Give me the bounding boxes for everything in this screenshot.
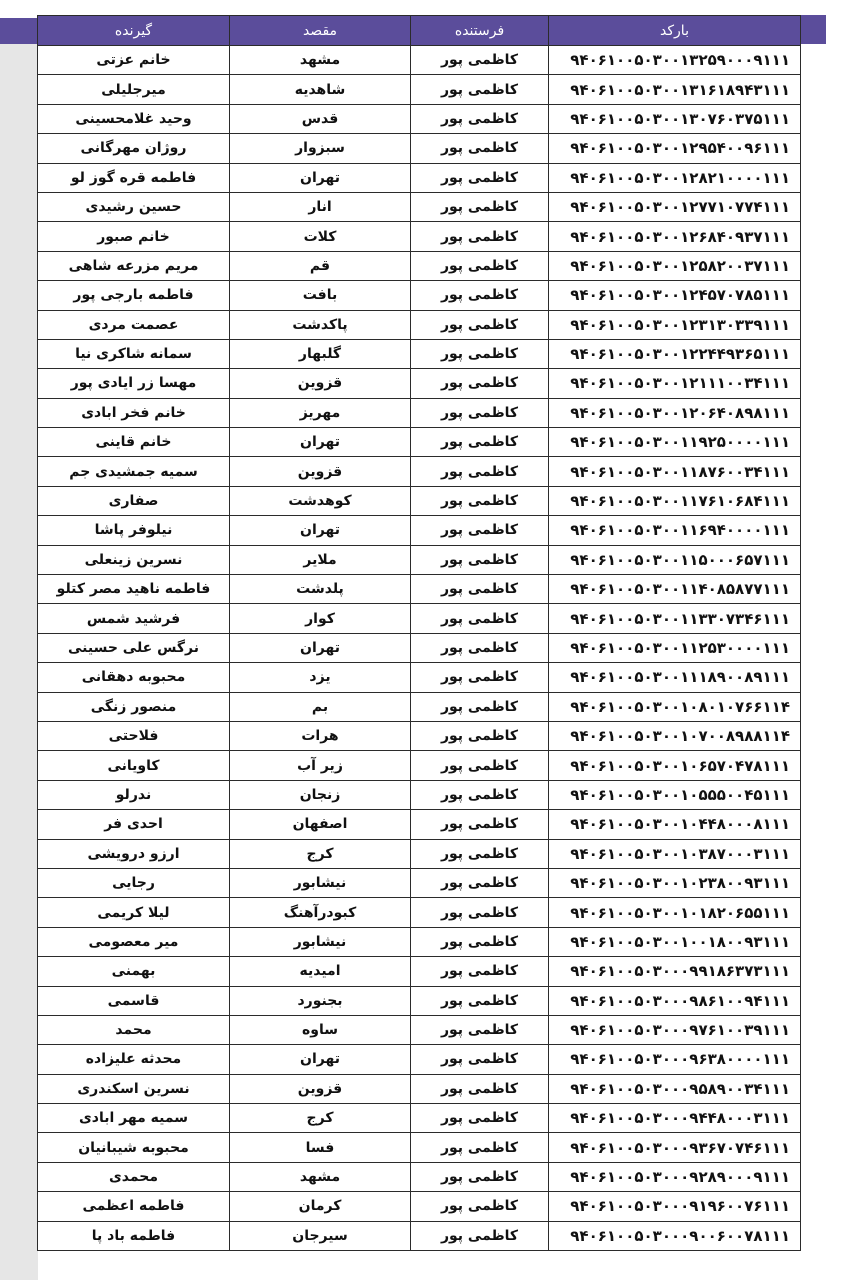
table-row [38, 310, 801, 339]
table-row [38, 663, 801, 692]
receiver-cell: فاطمه قره گوز لو [38, 163, 230, 192]
sender-cell: کاظمی پور [411, 1162, 549, 1191]
barcode-cell: ۹۴۰۶۱۰۰۵۰۳۰۰۱۲۷۷۱۰۷۷۴۱۱۱ [549, 192, 801, 221]
sender-cell: کاظمی پور [411, 633, 549, 662]
destination-cell: قزوین [230, 457, 411, 486]
destination-cell: کرج [230, 839, 411, 868]
destination-cell: فسا [230, 1133, 411, 1162]
sender-cell: کاظمی پور [411, 251, 549, 280]
destination-cell: بافت [230, 281, 411, 310]
sender-cell: کاظمی پور [411, 1192, 549, 1221]
sender-cell: کاظمی پور [411, 780, 549, 809]
receiver-cell: فاطمه اعظمی [38, 1192, 230, 1221]
receiver-cell: محمد [38, 1015, 230, 1044]
table-row [38, 163, 801, 192]
destination-cell: شاهدیه [230, 75, 411, 104]
receiver-cell: احدی فر [38, 810, 230, 839]
barcode-cell: ۹۴۰۶۱۰۰۵۰۳۰۰۱۱۳۳۰۷۳۴۶۱۱۱ [549, 604, 801, 633]
barcode-cell: ۹۴۰۶۱۰۰۵۰۳۰۰۱۱۵۰۰۰۶۵۷۱۱۱ [549, 545, 801, 574]
destination-cell: کوهدشت [230, 486, 411, 515]
table-row [38, 1133, 801, 1162]
table-row [38, 1162, 801, 1191]
receiver-cell: محمدی [38, 1162, 230, 1191]
receiver-cell: صفاری [38, 486, 230, 515]
sender-cell: کاظمی پور [411, 163, 549, 192]
table-row [38, 604, 801, 633]
destination-cell: قدس [230, 104, 411, 133]
barcode-cell: ۹۴۰۶۱۰۰۵۰۳۰۰۰۹۸۶۱۰۰۹۴۱۱۱ [549, 986, 801, 1015]
table-row [38, 1015, 801, 1044]
header-barcode: بارکد [549, 16, 801, 46]
destination-cell: کوار [230, 604, 411, 633]
table-row [38, 75, 801, 104]
receiver-cell: فاطمه ناهید مصر کتلو [38, 575, 230, 604]
sender-cell: کاظمی پور [411, 692, 549, 721]
receiver-cell: قاسمی [38, 986, 230, 1015]
table-row [38, 457, 801, 486]
receiver-cell: سمانه شاکری نیا [38, 339, 230, 368]
barcode-cell: ۹۴۰۶۱۰۰۵۰۳۰۰۱۰۳۸۷۰۰۰۳۱۱۱ [549, 839, 801, 868]
destination-cell: گلبهار [230, 339, 411, 368]
barcode-cell: ۹۴۰۶۱۰۰۵۰۳۰۰۱۰۶۵۷۰۴۷۸۱۱۱ [549, 751, 801, 780]
sender-cell: کاظمی پور [411, 457, 549, 486]
receiver-cell: حسین رشیدی [38, 192, 230, 221]
table-row [38, 692, 801, 721]
sender-cell: کاظمی پور [411, 192, 549, 221]
table-row [38, 192, 801, 221]
barcode-cell: ۹۴۰۶۱۰۰۵۰۳۰۰۱۰۴۴۸۰۰۰۸۱۱۱ [549, 810, 801, 839]
barcode-cell: ۹۴۰۶۱۰۰۵۰۳۰۰۰۹۰۰۶۰۰۷۸۱۱۱ [549, 1221, 801, 1250]
barcode-cell: ۹۴۰۶۱۰۰۵۰۳۰۰۱۲۳۱۳۰۳۳۹۱۱۱ [549, 310, 801, 339]
left-header-tab [0, 18, 38, 44]
barcode-cell: ۹۴۰۶۱۰۰۵۰۳۰۰۱۰۱۸۲۰۶۵۵۱۱۱ [549, 898, 801, 927]
barcode-cell: ۹۴۰۶۱۰۰۵۰۳۰۰۱۱۶۹۴۰۰۰۰۱۱۱ [549, 516, 801, 545]
destination-cell: تهران [230, 163, 411, 192]
destination-cell: بم [230, 692, 411, 721]
receiver-cell: رجایی [38, 868, 230, 897]
receiver-cell: محبوبه دهقانی [38, 663, 230, 692]
table-row [38, 46, 801, 75]
receiver-cell: خانم قاینی [38, 428, 230, 457]
table-row [38, 104, 801, 133]
barcode-cell: ۹۴۰۶۱۰۰۵۰۳۰۰۱۰۰۱۸۰۰۹۳۱۱۱ [549, 927, 801, 956]
receiver-cell: محبوبه شیبانیان [38, 1133, 230, 1162]
barcode-cell: ۹۴۰۶۱۰۰۵۰۳۰۰۱۱۷۶۱۰۶۸۴۱۱۱ [549, 486, 801, 515]
receiver-cell: کاویانی [38, 751, 230, 780]
table-row [38, 545, 801, 574]
destination-cell: انار [230, 192, 411, 221]
receiver-cell: خانم فخر ابادی [38, 398, 230, 427]
table-row [38, 134, 801, 163]
sender-cell: کاظمی پور [411, 927, 549, 956]
barcode-cell: ۹۴۰۶۱۰۰۵۰۳۰۰۱۱۲۵۳۰۰۰۰۱۱۱ [549, 633, 801, 662]
table-row [38, 1192, 801, 1221]
destination-cell: ملایر [230, 545, 411, 574]
barcode-cell: ۹۴۰۶۱۰۰۵۰۳۰۰۱۲۸۲۱۰۰۰۰۱۱۱ [549, 163, 801, 192]
table-row [38, 839, 801, 868]
destination-cell: تهران [230, 633, 411, 662]
destination-cell: یزد [230, 663, 411, 692]
barcode-cell: ۹۴۰۶۱۰۰۵۰۳۰۰۰۹۴۴۸۰۰۰۳۱۱۱ [549, 1104, 801, 1133]
destination-cell: بجنورد [230, 986, 411, 1015]
receiver-cell: بهمنی [38, 957, 230, 986]
table-row [38, 428, 801, 457]
sender-cell: کاظمی پور [411, 839, 549, 868]
receiver-cell: ارزو درویشی [38, 839, 230, 868]
barcode-cell: ۹۴۰۶۱۰۰۵۰۳۰۰۰۹۶۳۸۰۰۰۰۱۱۱ [549, 1045, 801, 1074]
sender-cell: کاظمی پور [411, 516, 549, 545]
table-row [38, 1221, 801, 1250]
table-row [38, 957, 801, 986]
receiver-cell: نسرین اسکندری [38, 1074, 230, 1103]
sender-cell: کاظمی پور [411, 46, 549, 75]
header-sender: فرستنده [411, 16, 549, 46]
barcode-cell: ۹۴۰۶۱۰۰۵۰۳۰۰۱۳۰۷۶۰۳۷۵۱۱۱ [549, 104, 801, 133]
barcode-cell: ۹۴۰۶۱۰۰۵۰۳۰۰۱۳۱۶۱۸۹۴۳۱۱۱ [549, 75, 801, 104]
table-row [38, 575, 801, 604]
barcode-cell: ۹۴۰۶۱۰۰۵۰۳۰۰۱۲۹۵۴۰۰۹۶۱۱۱ [549, 134, 801, 163]
sender-cell: کاظمی پور [411, 810, 549, 839]
destination-cell: سبزوار [230, 134, 411, 163]
sender-cell: کاظمی پور [411, 1221, 549, 1250]
barcode-cell: ۹۴۰۶۱۰۰۵۰۳۰۰۰۹۷۶۱۰۰۳۹۱۱۱ [549, 1015, 801, 1044]
destination-cell: ساوه [230, 1015, 411, 1044]
table-row [38, 516, 801, 545]
destination-cell: نیشابور [230, 927, 411, 956]
destination-cell: مهریز [230, 398, 411, 427]
barcode-cell: ۹۴۰۶۱۰۰۵۰۳۰۰۱۳۲۵۹۰۰۰۹۱۱۱ [549, 46, 801, 75]
sender-cell: کاظمی پور [411, 898, 549, 927]
receiver-cell: خانم عزتی [38, 46, 230, 75]
receiver-cell: فاطمه بارجی پور [38, 281, 230, 310]
table-row [38, 222, 801, 251]
barcode-cell: ۹۴۰۶۱۰۰۵۰۳۰۰۱۱۹۲۵۰۰۰۰۱۱۱ [549, 428, 801, 457]
table-header [38, 16, 801, 46]
sender-cell: کاظمی پور [411, 986, 549, 1015]
table-row [38, 868, 801, 897]
sender-cell: کاظمی پور [411, 575, 549, 604]
receiver-cell: سمیه جمشیدی جم [38, 457, 230, 486]
header-row [38, 16, 801, 46]
receiver-cell: خانم صبور [38, 222, 230, 251]
destination-cell: کبودرآهنگ [230, 898, 411, 927]
sender-cell: کاظمی پور [411, 545, 549, 574]
sender-cell: کاظمی پور [411, 339, 549, 368]
barcode-cell: ۹۴۰۶۱۰۰۵۰۳۰۰۱۱۴۰۸۵۸۷۷۱۱۱ [549, 575, 801, 604]
barcode-cell: ۹۴۰۶۱۰۰۵۰۳۰۰۱۲۴۵۷۰۷۸۵۱۱۱ [549, 281, 801, 310]
receiver-cell: سمیه مهر ابادی [38, 1104, 230, 1133]
table-row [38, 486, 801, 515]
table-row [38, 1104, 801, 1133]
destination-cell: زنجان [230, 780, 411, 809]
receiver-cell: فرشید شمس [38, 604, 230, 633]
table-row [38, 398, 801, 427]
table-row [38, 751, 801, 780]
destination-cell: کلات [230, 222, 411, 251]
header-destination: مقصد [230, 16, 411, 46]
receiver-cell: میر معصومی [38, 927, 230, 956]
barcode-cell: ۹۴۰۶۱۰۰۵۰۳۰۰۱۱۸۷۶۰۰۳۴۱۱۱ [549, 457, 801, 486]
destination-cell: پلدشت [230, 575, 411, 604]
sender-cell: کاظمی پور [411, 1045, 549, 1074]
sender-cell: کاظمی پور [411, 1074, 549, 1103]
receiver-cell: فلاحتی [38, 721, 230, 750]
table-row [38, 780, 801, 809]
sender-cell: کاظمی پور [411, 751, 549, 780]
destination-cell: قزوین [230, 1074, 411, 1103]
destination-cell: کرمان [230, 1192, 411, 1221]
destination-cell: نیشابور [230, 868, 411, 897]
table-row [38, 810, 801, 839]
sender-cell: کاظمی پور [411, 663, 549, 692]
table-row [38, 986, 801, 1015]
table-row [38, 1074, 801, 1103]
table-row [38, 369, 801, 398]
receiver-cell: منصور زنگی [38, 692, 230, 721]
shipment-table [37, 15, 801, 1251]
table-row [38, 281, 801, 310]
receiver-cell: مریم مزرعه شاهی [38, 251, 230, 280]
sender-cell: کاظمی پور [411, 486, 549, 515]
destination-cell: پاکدشت [230, 310, 411, 339]
receiver-cell: لیلا کریمی [38, 898, 230, 927]
destination-cell: مشهد [230, 46, 411, 75]
barcode-cell: ۹۴۰۶۱۰۰۵۰۳۰۰۱۰۲۳۸۰۰۹۳۱۱۱ [549, 868, 801, 897]
sender-cell: کاظمی پور [411, 957, 549, 986]
receiver-cell: وحید غلامحسینی [38, 104, 230, 133]
header-receiver: گیرنده [38, 16, 230, 46]
sender-cell: کاظمی پور [411, 281, 549, 310]
receiver-cell: عصمت مردی [38, 310, 230, 339]
destination-cell: تهران [230, 1045, 411, 1074]
sender-cell: کاظمی پور [411, 369, 549, 398]
barcode-cell: ۹۴۰۶۱۰۰۵۰۳۰۰۱۲۵۸۲۰۰۳۷۱۱۱ [549, 251, 801, 280]
sender-cell: کاظمی پور [411, 134, 549, 163]
table-body [38, 46, 801, 1251]
sender-cell: کاظمی پور [411, 604, 549, 633]
sender-cell: کاظمی پور [411, 428, 549, 457]
sender-cell: کاظمی پور [411, 1104, 549, 1133]
barcode-cell: ۹۴۰۶۱۰۰۵۰۳۰۰۰۹۱۹۶۰۰۷۶۱۱۱ [549, 1192, 801, 1221]
receiver-cell: محدثه علیزاده [38, 1045, 230, 1074]
destination-cell: امیدیه [230, 957, 411, 986]
barcode-cell: ۹۴۰۶۱۰۰۵۰۳۰۰۱۲۱۱۱۰۰۳۴۱۱۱ [549, 369, 801, 398]
table-row [38, 721, 801, 750]
destination-cell: اصفهان [230, 810, 411, 839]
sender-cell: کاظمی پور [411, 310, 549, 339]
destination-cell: سیرجان [230, 1221, 411, 1250]
table-row [38, 927, 801, 956]
receiver-cell: مهسا زر ایادی پور [38, 369, 230, 398]
table-row [38, 1045, 801, 1074]
receiver-cell: میرجلیلی [38, 75, 230, 104]
receiver-cell: روژان مهرگانی [38, 134, 230, 163]
destination-cell: قزوین [230, 369, 411, 398]
sender-cell: کاظمی پور [411, 868, 549, 897]
table-row [38, 898, 801, 927]
left-margin-strip [0, 42, 38, 1280]
barcode-cell: ۹۴۰۶۱۰۰۵۰۳۰۰۰۹۳۶۷۰۷۴۶۱۱۱ [549, 1133, 801, 1162]
destination-cell: کرج [230, 1104, 411, 1133]
barcode-cell: ۹۴۰۶۱۰۰۵۰۳۰۰۱۲۶۸۴۰۹۳۷۱۱۱ [549, 222, 801, 251]
table-row [38, 251, 801, 280]
barcode-cell: ۹۴۰۶۱۰۰۵۰۳۰۰۰۹۹۱۸۶۳۷۳۱۱۱ [549, 957, 801, 986]
sender-cell: کاظمی پور [411, 398, 549, 427]
header-extension [800, 15, 826, 44]
destination-cell: هرات [230, 721, 411, 750]
barcode-cell: ۹۴۰۶۱۰۰۵۰۳۰۰۰۹۵۸۹۰۰۳۴۱۱۱ [549, 1074, 801, 1103]
destination-cell: مشهد [230, 1162, 411, 1191]
barcode-cell: ۹۴۰۶۱۰۰۵۰۳۰۰۱۲۲۴۴۹۳۶۵۱۱۱ [549, 339, 801, 368]
sender-cell: کاظمی پور [411, 1015, 549, 1044]
destination-cell: زیر آب [230, 751, 411, 780]
receiver-cell: فاطمه باد پا [38, 1221, 230, 1250]
receiver-cell: نرگس علی حسینی [38, 633, 230, 662]
barcode-cell: ۹۴۰۶۱۰۰۵۰۳۰۰۱۲۰۶۴۰۸۹۸۱۱۱ [549, 398, 801, 427]
destination-cell: قم [230, 251, 411, 280]
sender-cell: کاظمی پور [411, 1133, 549, 1162]
barcode-cell: ۹۴۰۶۱۰۰۵۰۳۰۰۱۰۸۰۱۰۷۶۶۱۱۴ [549, 692, 801, 721]
sender-cell: کاظمی پور [411, 75, 549, 104]
destination-cell: تهران [230, 516, 411, 545]
sender-cell: کاظمی پور [411, 222, 549, 251]
barcode-cell: ۹۴۰۶۱۰۰۵۰۳۰۰۰۹۲۸۹۰۰۰۹۱۱۱ [549, 1162, 801, 1191]
receiver-cell: نسرین زینعلی [38, 545, 230, 574]
barcode-cell: ۹۴۰۶۱۰۰۵۰۳۰۰۱۱۱۸۹۰۰۸۹۱۱۱ [549, 663, 801, 692]
receiver-cell: نیلوفر پاشا [38, 516, 230, 545]
barcode-cell: ۹۴۰۶۱۰۰۵۰۳۰۰۱۰۵۵۵۰۰۴۵۱۱۱ [549, 780, 801, 809]
sender-cell: کاظمی پور [411, 104, 549, 133]
receiver-cell: ندرلو [38, 780, 230, 809]
table-row [38, 633, 801, 662]
table-row [38, 339, 801, 368]
destination-cell: تهران [230, 428, 411, 457]
sender-cell: کاظمی پور [411, 721, 549, 750]
barcode-cell: ۹۴۰۶۱۰۰۵۰۳۰۰۱۰۷۰۰۸۹۸۸۱۱۴ [549, 721, 801, 750]
